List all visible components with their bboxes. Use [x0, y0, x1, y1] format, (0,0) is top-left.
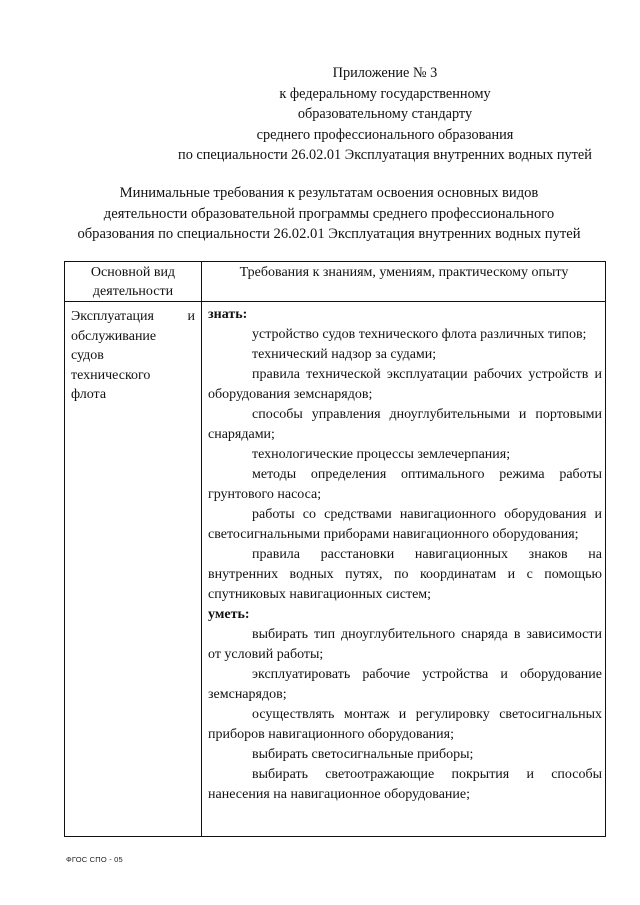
heading-line: деятельности образовательной программы среднего профессионального — [103, 205, 555, 222]
appendix-title: Приложение № 3 — [332, 65, 438, 81]
activity-line: технического — [71, 367, 151, 383]
can-label: уметь: — [208, 607, 250, 622]
know-item: правила расстановки навигационных знаков на внутренних водных путях, по координатам и с помощью спутниковых навигационных систем; — [208, 547, 602, 602]
page-footer: ФГОС СПО - 05 — [66, 855, 123, 864]
activity-line: судов — [71, 348, 104, 364]
can-item: выбирать светосигнальные приборы; — [252, 747, 474, 762]
heading-line: Минимальные требования к результатам освоения основных видов — [119, 185, 539, 201]
document-heading — [40, 183, 618, 245]
activity-cell — [71, 307, 195, 405]
appendix-line: среднего профессионального образования — [256, 126, 514, 143]
know-item: технологические процессы землечерпания; — [252, 447, 511, 462]
activity-line — [71, 307, 195, 327]
activity-word: Эксплуатация — [71, 309, 154, 324]
table-column-divider — [201, 262, 202, 836]
header-requirements-text: Требования к знаниям, умениям, практическому опыту — [239, 265, 569, 280]
activity-word: и — [187, 309, 195, 324]
know-label: знать: — [208, 307, 248, 322]
know-item: способы управления дноуглубительными и портовыми снарядами; — [208, 407, 602, 442]
appendix-line: образовательному стандарту — [297, 106, 473, 122]
know-item: работы со средствами навигационного оборудования и светосигнальными приборами навигационного оборудования; — [208, 507, 602, 542]
appendix-line: к федеральному государственному — [279, 85, 491, 102]
heading-line: образования по специальности 26.02.01 Эксплуатация внутренних водных путей — [77, 226, 581, 242]
requirements-table — [64, 261, 606, 837]
know-item: технический надзор за судами; — [252, 347, 437, 362]
know-item: правила технической эксплуатации рабочих устройств и оборудования земснарядов; — [208, 367, 602, 402]
header-activity-line: деятельности — [92, 284, 174, 299]
know-item: устройство судов технического флота различных типов; — [252, 327, 587, 342]
appendix-block — [150, 63, 620, 166]
activity-line: флота — [71, 387, 107, 403]
table-header-divider — [65, 301, 605, 302]
header-requirements-cell — [202, 263, 606, 282]
header-activity-line: Основной вид — [90, 265, 176, 280]
can-item: осуществлять монтаж и регулировку светосигнальных приборов навигационного оборудования; — [208, 707, 602, 742]
can-item: выбирать светоотражающие покрытия и способы нанесения на навигационное оборудование; — [208, 767, 602, 802]
header-activity-cell — [65, 263, 201, 301]
can-item: эксплуатировать рабочие устройства и оборудование земснарядов; — [208, 667, 602, 702]
activity-line: обслуживание — [71, 328, 157, 344]
know-item: методы определения оптимального режима работы грунтового насоса; — [208, 467, 602, 502]
appendix-line: по специальности 26.02.01 Эксплуатация внутренних водных путей — [178, 147, 592, 163]
can-item: выбирать тип дноуглубительного снаряда в зависимости от условий работы; — [208, 627, 602, 662]
requirements-cell — [208, 305, 602, 805]
